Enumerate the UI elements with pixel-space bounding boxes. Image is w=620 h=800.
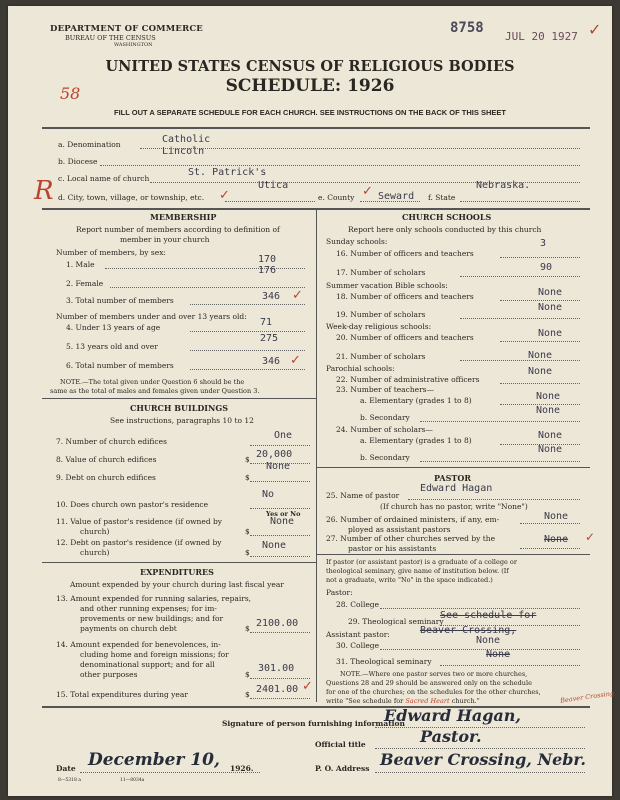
- by-sex-label: Number of members, by sex:: [56, 248, 166, 257]
- city-label: WASHINGTON: [114, 42, 153, 48]
- q13-label: 13. Amount expended for running salaries, repairs,: [56, 594, 252, 603]
- pastor-note: NOTE.—Where one pastor serves two or more churches,: [340, 670, 528, 678]
- q12-label-2: church): [80, 548, 110, 557]
- check-mark-icon: ✓: [290, 353, 301, 368]
- weekday-label: Week-day religious schools:: [326, 322, 432, 331]
- q24b-label: b. Secondary: [360, 453, 410, 462]
- q14-label-3: denominational support; and for all: [80, 660, 215, 669]
- q12-value: None: [262, 540, 287, 551]
- q24b-value: None: [538, 444, 563, 455]
- denomination-value: Catholic: [162, 134, 211, 145]
- pastor-note-4: write "See schedule for Sacred Heart church.": [326, 697, 480, 705]
- q29-value: See schedule for: [440, 610, 537, 621]
- dollar-sign: $: [245, 455, 250, 464]
- expenditures-title: EXPENDITURES: [140, 567, 214, 577]
- q15-label: 15. Total expenditures during year: [56, 690, 188, 699]
- q4-label: 4. Under 13 years of age: [66, 323, 161, 332]
- q2-label: 2. Female: [66, 279, 104, 288]
- sunday-label: Sunday schools:: [326, 237, 388, 246]
- dollar-sign: $: [245, 527, 250, 536]
- note-margin-handwriting: Beaver Crossing: [559, 689, 615, 705]
- q1-label: 1. Male: [66, 260, 95, 269]
- membership-subtitle: Report number of members according to definition of: [76, 225, 280, 234]
- q14-label: 14. Amount expended for benevolences, in-: [56, 640, 221, 649]
- q27-value: None: [544, 534, 569, 545]
- diocese-value: Lincoln: [162, 146, 205, 157]
- q26-label: 26. Number of ordained ministers, if any, em-: [326, 515, 500, 524]
- dollar-sign: $: [245, 670, 250, 679]
- margin-mark: R: [34, 176, 54, 206]
- q14-label-4: other purposes: [80, 670, 138, 679]
- q24-label: 24. Number of scholars—: [336, 425, 433, 434]
- q25-value: Edward Hagan: [420, 483, 493, 494]
- county-value: Seward: [378, 191, 415, 202]
- assistant-pastor-label: Assistant pastor:: [326, 630, 390, 639]
- membership-title: MEMBERSHIP: [150, 212, 217, 222]
- q24a-label: a. Elementary (grades 1 to 8): [360, 436, 472, 445]
- q16-label: 16. Number of officers and teachers: [336, 249, 474, 258]
- dollar-sign: $: [245, 473, 250, 482]
- q11-label: 11. Value of pastor's residence (if owned by: [56, 517, 223, 526]
- q27-label-2: pastor or his assistants: [348, 544, 437, 553]
- parochial-label: Parochial schools:: [326, 364, 395, 373]
- city-label: d. City, town, village, or township, etc.: [58, 193, 205, 202]
- q13-label-2: and other running expenses; for im-: [80, 604, 217, 613]
- q6-value: 346: [262, 356, 281, 367]
- q5-value: 275: [260, 333, 279, 344]
- column-divider: [316, 208, 317, 702]
- received-date-stamp: JUL 20 1927: [505, 30, 578, 43]
- q6-label: 6. Total number of members: [66, 361, 174, 370]
- state-value: Nebraska.: [476, 180, 531, 191]
- q23-label: 23. Number of teachers—: [336, 385, 435, 394]
- q1-value: 170: [258, 254, 277, 265]
- q2-value: 176: [258, 265, 277, 276]
- q8-value: 20,000: [256, 449, 293, 460]
- divider: [316, 554, 590, 555]
- q10-label: 10. Does church own pastor's residence: [56, 500, 209, 509]
- city-value: Utica: [258, 180, 289, 191]
- q25-note: (If church has no pastor, write "None"): [380, 502, 528, 511]
- buildings-subtitle: See instructions, paragraphs 10 to 12: [110, 416, 254, 425]
- po-address-value: Beaver Crossing, Nebr.: [380, 750, 586, 769]
- check-mark-icon: ✓: [302, 679, 313, 694]
- graduate-instruction-3: not a graduate, write "No" in the space indicated.): [326, 576, 493, 584]
- county-label: e. County: [318, 193, 355, 202]
- instruction-line: FILL OUT A SEPARATE SCHEDULE FOR EACH CHURCH. SEE INSTRUCTIONS ON THE BACK OF THIS SHEET: [114, 108, 506, 117]
- official-title-label: Official title: [315, 740, 366, 749]
- pastor-note-2: Questions 28 and 29 should be answered only on the schedule: [326, 679, 532, 687]
- q14-label-2: cluding home and foreign missions; for: [80, 650, 229, 659]
- q28-label: 28. College: [336, 600, 380, 609]
- pencil-note: 58: [60, 84, 81, 103]
- q23a-value: None: [536, 391, 561, 402]
- q23b-label: b. Secondary: [360, 413, 410, 422]
- membership-subtitle-2: member in your church: [120, 235, 210, 244]
- pastor-sub-label: Pastor:: [326, 588, 353, 597]
- dollar-sign: $: [245, 548, 250, 557]
- q22-label: 22. Number of administrative officers: [336, 375, 480, 384]
- date-label: Date: [56, 764, 76, 773]
- q26-value: None: [544, 511, 569, 522]
- schools-title: CHURCH SCHOOLS: [402, 212, 492, 222]
- yes-no-hint: Yes or No: [266, 510, 301, 518]
- form-title: UNITED STATES CENSUS OF RELIGIOUS BODIES: [105, 58, 515, 75]
- q11-label-2: church): [80, 527, 110, 536]
- divider: [42, 398, 316, 399]
- dollar-sign: $: [245, 624, 250, 633]
- q20-label: 20. Number of officers and teachers: [336, 333, 474, 342]
- po-address-label: P. O. Address: [315, 764, 370, 773]
- divider: [42, 562, 316, 563]
- q23a-label: a. Elementary (grades 1 to 8): [360, 396, 472, 405]
- check-mark-icon: ✓: [362, 184, 373, 199]
- q9-label: 9. Debt on church edifices: [56, 473, 156, 482]
- stamp-number: 8758: [450, 20, 484, 36]
- bureau-label: BUREAU OF THE CENSUS: [65, 34, 156, 42]
- q3-value: 346: [262, 291, 281, 302]
- denomination-label: a. Denomination: [58, 140, 121, 149]
- note-church-name: Sacred Heart: [405, 697, 450, 705]
- q11-value: None: [270, 516, 295, 527]
- graduate-instruction: If pastor (or assistant pastor) is a graduate of a college or: [326, 558, 517, 566]
- q12-label: 12. Debt on pastor's residence (if owned by: [56, 538, 222, 547]
- diocese-label: b. Diocese: [58, 157, 98, 166]
- date-value: December 10,: [88, 750, 220, 770]
- dollar-sign: $: [245, 690, 250, 699]
- check-mark-icon: ✓: [219, 188, 230, 203]
- check-mark-icon: ✓: [588, 20, 602, 39]
- q15-value: 2401.00: [256, 684, 299, 695]
- expenditures-subtitle: Amount expended by your church during last fiscal year: [70, 580, 284, 589]
- assistant-pastor-value: Beaver Crossing,: [420, 625, 517, 636]
- q19-label: 19. Number of scholars: [336, 310, 426, 319]
- q14-value: 301.00: [258, 663, 295, 674]
- q27-label: 27. Number of other churches served by the: [326, 534, 496, 543]
- q26-label-2: ployed as assistant pastors: [348, 525, 451, 534]
- q13-value: 2100.00: [256, 618, 299, 629]
- official-title-value: Pastor.: [420, 727, 482, 746]
- church-name-value: St. Patrick's: [188, 167, 267, 178]
- q21-label: 21. Number of scholars: [336, 352, 426, 361]
- q16-value: 3: [540, 238, 547, 249]
- q31-value: None: [486, 649, 511, 660]
- q18-label: 18. Number of officers and teachers: [336, 292, 474, 301]
- q8-label: 8. Value of church edifices: [56, 455, 157, 464]
- date-year: 1926.: [230, 764, 254, 773]
- print-code-2: 11—8034a: [120, 778, 145, 783]
- q23b-value: None: [536, 405, 561, 416]
- divider: [42, 127, 590, 129]
- q25-label: 25. Name of pastor: [326, 491, 400, 500]
- schedule-title: SCHEDULE: 1926: [225, 76, 395, 96]
- age-header: Number of members under and over 13 years old:: [56, 312, 247, 321]
- q20-value: None: [538, 328, 563, 339]
- q17-label: 17. Number of scholars: [336, 268, 426, 277]
- q19-value: None: [538, 302, 563, 313]
- check-mark-icon: ✓: [585, 530, 596, 544]
- q22-value: None: [528, 366, 553, 377]
- q30-label: 30. College: [336, 641, 380, 650]
- q13-label-3: provements or new buildings; and for: [80, 614, 224, 623]
- q3-label: 3. Total number of members: [66, 296, 174, 305]
- q9-value: None: [266, 461, 291, 472]
- pastor-note-3: for one of the churches; on the schedules for the other churches,: [326, 688, 541, 696]
- signature-value: Edward Hagan,: [384, 706, 521, 725]
- check-mark-icon: ✓: [292, 288, 303, 303]
- buildings-title: CHURCH BUILDINGS: [130, 403, 228, 413]
- q17-value: 90: [540, 262, 553, 273]
- q30-value: None: [476, 635, 501, 646]
- q7-label: 7. Number of church edifices: [56, 437, 167, 446]
- department-label: DEPARTMENT OF COMMERCE: [50, 24, 203, 34]
- q5-label: 5. 13 years old and over: [66, 342, 158, 351]
- q18-value: None: [538, 287, 563, 298]
- q31-label: 31. Theological seminary: [336, 657, 432, 666]
- q10-value: No: [262, 489, 275, 500]
- q29-label: 29. Theological seminary: [348, 617, 444, 626]
- q4-value: 71: [260, 317, 273, 328]
- membership-note: NOTE.—The total given under Question 6 should be the: [60, 378, 245, 386]
- church-name-label: c. Local name of church: [58, 174, 150, 183]
- membership-note-2: same as the total of males and females given under Question 3.: [50, 387, 260, 395]
- pastor-title: PASTOR: [434, 473, 471, 483]
- schools-subtitle: Report here only schools conducted by this church: [348, 225, 542, 234]
- q24a-value: None: [538, 430, 563, 441]
- state-label: f. State: [428, 193, 456, 202]
- divider: [316, 467, 590, 468]
- q7-value: One: [274, 430, 293, 441]
- q13-label-4: payments on church debt: [80, 624, 177, 633]
- summer-label: Summer vacation Bible schools:: [326, 281, 448, 290]
- graduate-instruction-2: theological seminary, give name of institution below. (If: [326, 567, 509, 575]
- signature-label: Signature of person furnishing information: [222, 719, 405, 728]
- q21-value: None: [528, 350, 553, 361]
- print-code: 8—5318 a: [58, 778, 81, 783]
